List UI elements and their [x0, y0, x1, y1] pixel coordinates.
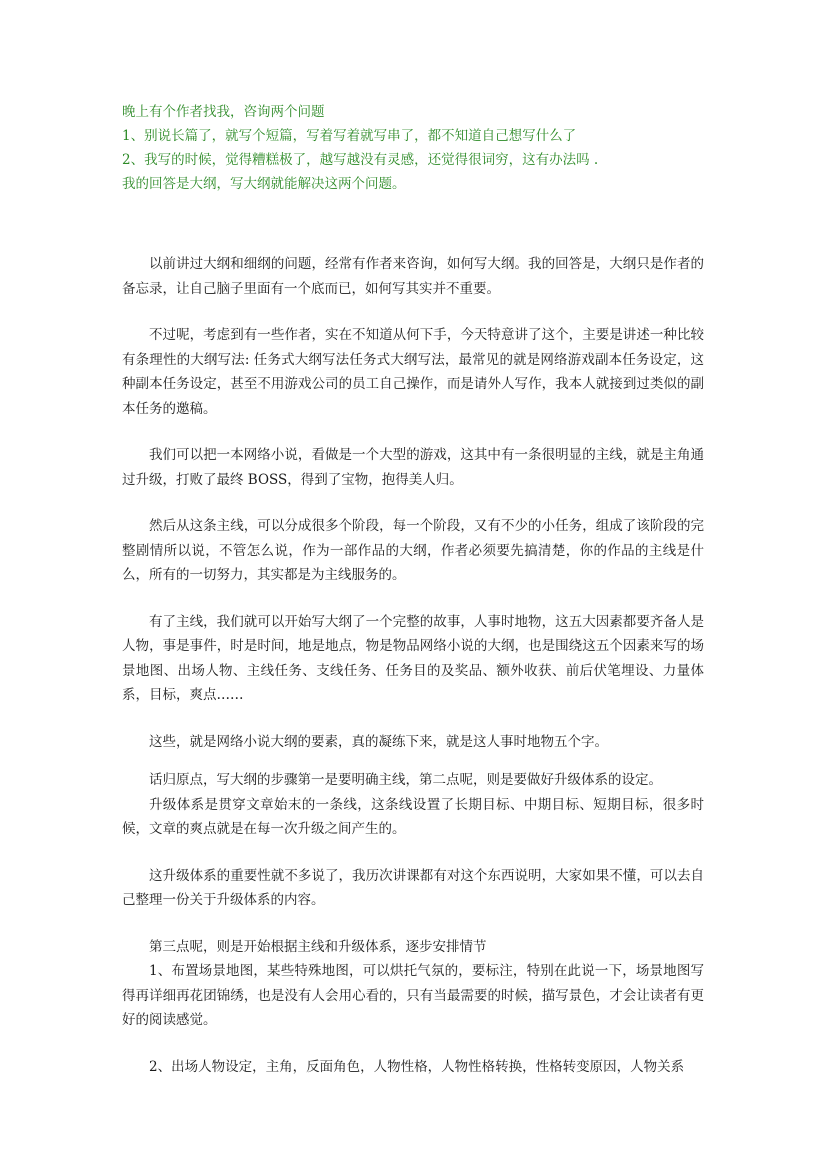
paragraph: 以前讲过大纲和细纲的问题，经常有作者来咨询，如何写大纲。我的回答是，大纲只是作者的备忘录，让自己脑子里面有一个底而已，如何写其实并不重要。: [122, 256, 704, 297]
paragraph: 话归原点，写大纲的步骤第一是要明确主线，第二点呢，则是要做好升级体系的设定。: [149, 772, 662, 788]
paragraph: 2、出场人物设定，主角，反面角色，人物性格，人物性格转换，性格转变原因，人物关系: [149, 1058, 685, 1075]
paragraph: 不过呢，考虑到有一些作者，实在不知道从何下手，今天特意讲了这个，主要是讲述一种比较有条理性的大纲写法: 任务式大纲写法任务式大纲写法，最常见的就是网络游戏副本任务设定，这种副本任务设定，甚至不用游戏公司的员工自己操作，而是请外人写作，我本人就接到过类似的副本任务的邀稿。: [122, 327, 704, 417]
paragraph: 有了主线，我们就可以开始写大纲了一个完整的故事，人事时地物，这五大因素都要齐备人是人物，事是事件，时是时间，地是地点，物是物品网络小说的大纲，也是围绕这五个因素来写的场景地图、出场人物、主线任务、支线任务、任务目的及奖品、额外收获、前后伏笔埋设、力量体系，目标，爽点……: [122, 613, 704, 703]
paragraph: 这些，就是网络小说大纲的要素，真的凝练下来，就是这人事时地物五个字。: [149, 733, 608, 750]
paragraph: 1、布置场景地图，某些特殊地图，可以烘托气氛的，要标注，特别在此说一下，场景地图写得再详细再花团锦绣，也是没有人会用心看的，只有当最需要的时候，描写景色，才会让读者有更好的阅读感觉。: [122, 963, 704, 1028]
intro-line: 1、别说长篇了，就写个短篇，写着写着就写串了，都不知道自己想写什么了: [122, 128, 577, 144]
intro-line: 晚上有个作者找我，咨询两个问题: [122, 104, 325, 120]
intro-line: 2、我写的时候，觉得糟糕极了，越写越没有灵感，还觉得很词穷，这有办法吗 .: [122, 152, 599, 168]
paragraph: 这升级体系的重要性就不多说了，我历次讲课都有对这个东西说明，大家如果不懂，可以去自己整理一份关于升级体系的内容。: [122, 867, 704, 908]
paragraph: 升级体系是贯穿文章始末的一条线，这条线设置了长期目标、中期目标、短期目标，很多时候，文章的爽点就是在每一次升级之间产生的。: [122, 796, 704, 837]
intro-block: [122, 100, 722, 196]
paragraph: 然后从这条主线，可以分成很多个阶段，每一个阶段，又有不少的小任务，组成了该阶段的完整剧情所以说，不管怎么说，作为一部作品的大纲，作者必须要先搞清楚，你的作品的主线是什么，所有的一切努力，其实都是为主线服务的。: [122, 518, 704, 583]
article-body: [122, 252, 704, 1079]
paragraph: 第三点呢，则是开始根据主线和升级体系，逐步安排情节: [149, 938, 487, 955]
intro-line: 我的回答是大纲，写大纲就能解决这两个问题。: [122, 176, 406, 192]
paragraph: 我们可以把一本网络小说，看做是一个大型的游戏，这其中有一条很明显的主线，就是主角通过升级，打败了最终 BOSS，得到了宝物，抱得美人归。: [122, 447, 704, 488]
